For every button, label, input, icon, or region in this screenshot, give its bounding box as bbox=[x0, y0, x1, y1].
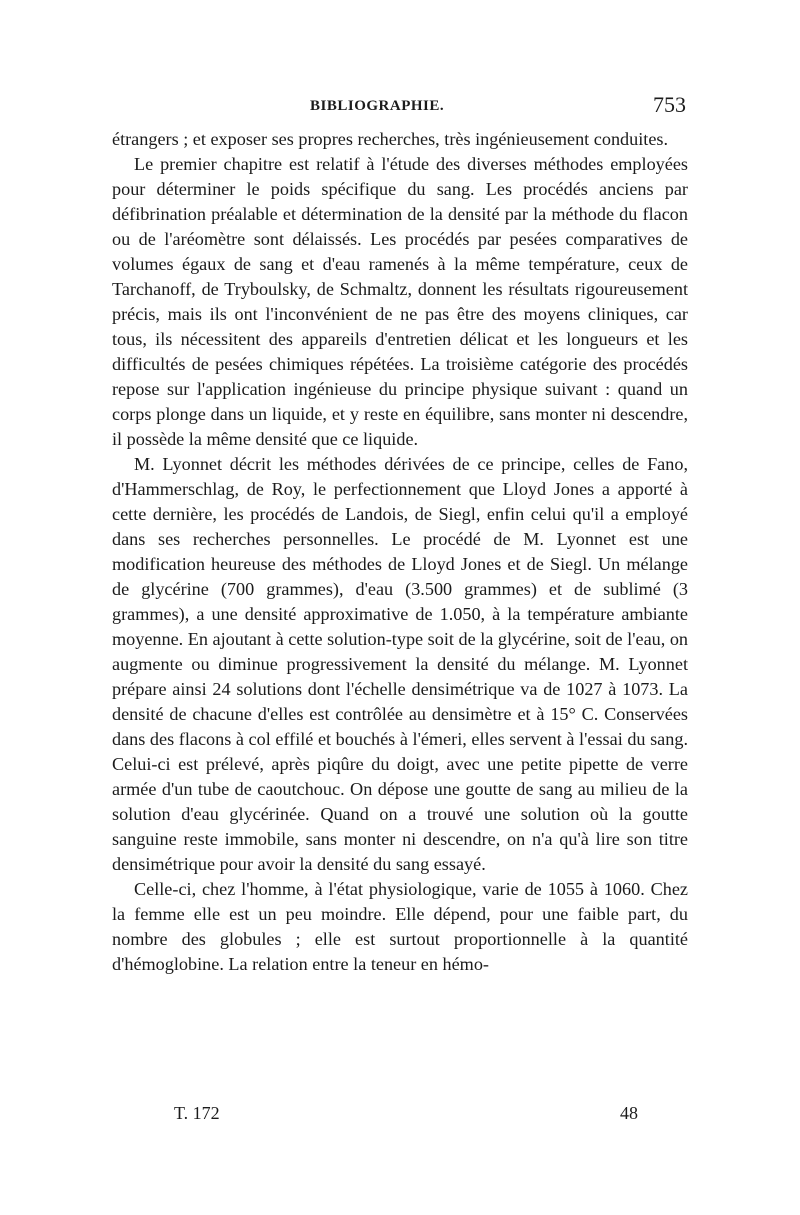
running-head bbox=[110, 92, 686, 122]
signature-mark: T. 172 bbox=[174, 1103, 220, 1123]
paragraph-methods-overview: Le premier chapitre est relatif à l'étude des diverses méthodes employées pour déterminer le poids spécifique du sang. Les procédés anciens par défibrination préalable et détermination de la densité par la méthode du flacon ou de l'aréomètre sont délaissés. Les procédés par pesées comparatives de volumes égaux de sang et d'eau ramenés à la même température, ceux de Tarchanoff, de Tryboulsky, de Schmaltz, donnent les résultats rigoureusement précis, mais ils ont l'inconvénient de ne pas être des moyens cliniques, car tous, ils nécessitent des appareils d'entretien délicat et les longueurs et les difficultés de pesées chimiques répétées. La troisième catégorie des procédés repose sur l'application ingénieuse du principe physique suivant : quand un corps plonge dans un liquide, et y reste en équilibre, sans monter ni descendre, il possède la même densité que ce liquide. bbox=[112, 154, 688, 449]
body-text bbox=[112, 127, 688, 977]
page-number: 753 bbox=[653, 92, 686, 117]
running-title: BIBLIOGRAPHIE. bbox=[310, 98, 445, 114]
paragraph-lyonnet-method: M. Lyonnet décrit les méthodes dérivées de ce principe, celles de Fano, d'Hammerschlag, de Roy, le perfectionnement que Lloyd Jones a apporté à cette dernière, les procédés de Landois, de Siegl, enfin celui qu'il a employé dans ses recherches personnelles. Le procédé de M. Lyonnet est une modification heureuse des méthodes de Lloyd Jones et de Siegl. Un mélange de glycérine (700 grammes), d'eau (3.500 grammes) et de sublimé (3 grammes), a une densité approximative de 1.050, à la température ambiante moyenne. En ajoutant à cette solution-type soit de la glycérine, soit de l'eau, on augmente ou diminue progressivement la densité du mélange. M. Lyonnet prépare ainsi 24 solutions dont l'échelle densimétrique va de 1027 à 1073. La densité de chacune d'elles est contrôlée au densimètre et à 15° C. Conservées dans des flacons à col effilé et bouchés à l'émeri, elles servent à l'essai du sang. Celui-ci est prélevé, après piqûre du doigt, avec une petite pipette de verre armée d'un tube de caoutchouc. On dépose une goutte de sang au milieu de la solution d'eau glycérinée. Quand on a trouvé une solution où la goutte sanguine reste immobile, sans monter ni descendre, on n'a qu'à lire son titre densimétrique pour avoir la densité du sang essayé. bbox=[112, 454, 689, 874]
paragraph-physiological-density: Celle-ci, chez l'homme, à l'état physiologique, varie de 1055 à 1060. Chez la femme elle est un peu moindre. Elle dépend, pour une faible part, du nombre des globules ; elle est surtout proportionnelle à la quantité d'hémoglobine. La relation entre la teneur en hémo- bbox=[112, 879, 688, 974]
page-footer bbox=[112, 1103, 688, 1131]
sheet-number: 48 bbox=[620, 1103, 638, 1123]
paragraph-continuation: étrangers ; et exposer ses propres recherches, très ingénieusement conduites. bbox=[112, 129, 669, 149]
